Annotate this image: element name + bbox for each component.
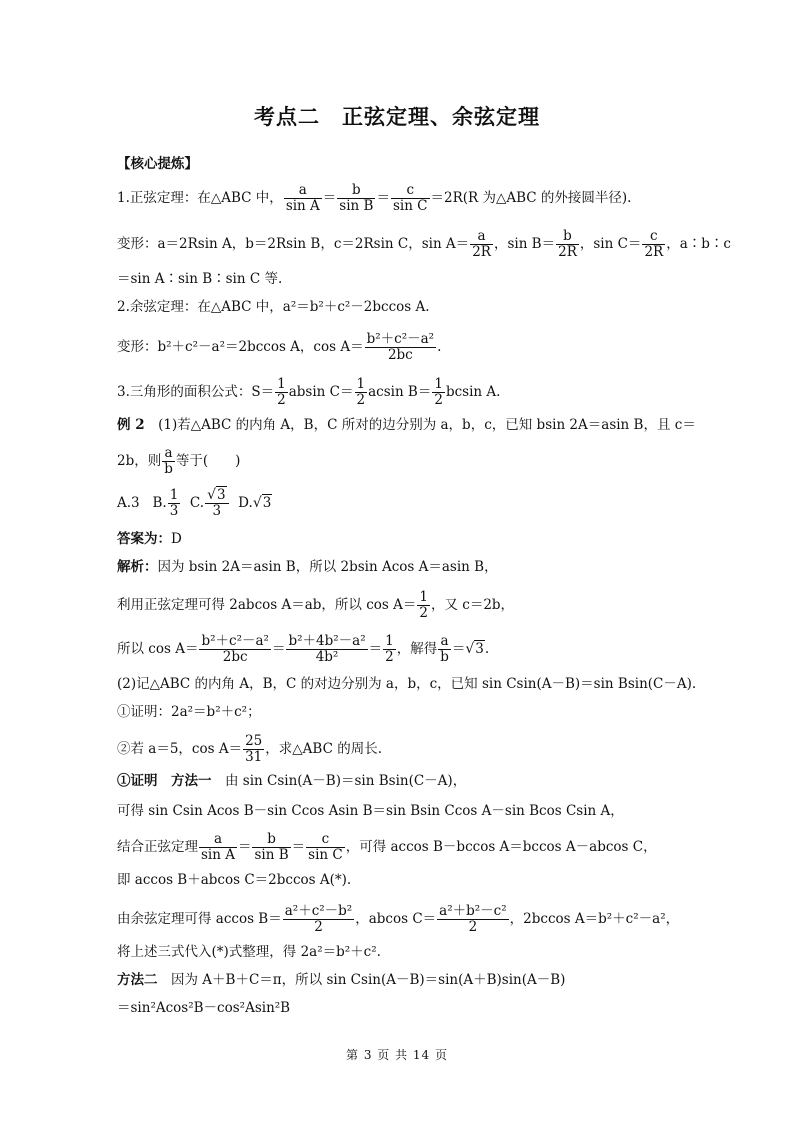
solution-text: 因为 bsin 2A＝asin B，所以 2bsin Acos A＝asin B， (157, 559, 498, 575)
method-2-line (117, 971, 565, 989)
frac-num: 1 (434, 376, 443, 392)
solution-3-pre: 所以 cos A＝ (117, 641, 199, 657)
q2-post: ，求△ABC 的周长. (265, 741, 382, 757)
fraction-half (417, 590, 430, 621)
fraction-c-2R (642, 229, 665, 260)
equals: ＝ (451, 641, 466, 657)
frac-den: 2 (419, 605, 428, 621)
frac-num: a (438, 634, 451, 650)
method-2-text: 因为 A＋B＋C＝π，所以 sin Csin(A－B)＝sin(A＋B)sin(A－B) (157, 972, 566, 988)
frac-num: 1 (277, 376, 286, 392)
proof-3-pre: 结合正弦定理 (117, 839, 198, 855)
frac-num: b (252, 832, 290, 848)
fraction-cosA (365, 332, 437, 363)
frac-den: 2bc (387, 347, 413, 363)
fraction-half (432, 377, 445, 408)
frac-num: 1 (356, 376, 366, 392)
cos-variant-prefix: 变形：b²＋c²－a²＝2bccos A，cos A＝ (117, 339, 364, 355)
equals: ＝ (291, 839, 306, 855)
option-c-label: C. (189, 495, 205, 511)
frac-num: a (162, 446, 175, 462)
fraction-cosA (199, 634, 271, 665)
frac-den: 2R (558, 244, 577, 260)
sqrt: √3 (207, 487, 226, 503)
frac-den: 2 (434, 392, 443, 408)
proof-line-4: 即 accos B＋abcos C＝2bccos A(*). (117, 872, 352, 888)
proof-3-post: ，可得 accos B－bccos A＝bccos A－abcos C， (345, 839, 657, 855)
fraction-half (355, 377, 368, 408)
option-b-label: B. (152, 495, 167, 511)
page-footer: 第 3 页 共 14 页 (346, 1048, 448, 1062)
example-text: (1)若△ABC 的内角 A，B，C 所对的边分别为 a，b，c，已知 bsin 2A＝asin B，且 c＝ (144, 417, 696, 433)
frac-num: b²＋c²－a² (366, 331, 435, 347)
frac-den: b (164, 461, 173, 477)
fraction-b-sinB (252, 832, 290, 863)
frac-num: a²＋b²－c² (439, 903, 507, 919)
frac-den: sin C (392, 198, 428, 214)
solution-3-mid: ，解得 (396, 641, 438, 657)
frac-num: b²＋4b²－a² (288, 633, 366, 649)
equals: ＝ (271, 641, 286, 657)
frac-num: a (284, 183, 322, 199)
frac-num: a²＋c²－b² (284, 903, 353, 919)
frac-den: 2 (468, 919, 478, 935)
fraction-a-b (438, 634, 451, 665)
solution-2-pre: 利用正弦定理可得 2abcos A＝ab，所以 cos A＝ (117, 597, 417, 613)
cosine-law-line: 2.余弦定理：在△ABC 中，a²＝b²＋c²－2bccos A. (117, 299, 430, 315)
example-line2-pre: 2b，则 (117, 453, 162, 469)
frac-num-sqrt (205, 488, 229, 504)
example-2-line (117, 416, 696, 434)
solution-line-2 (117, 590, 514, 621)
part-2-question-2 (117, 734, 382, 765)
fraction-accosB (283, 904, 355, 935)
sqrt: √3 (465, 641, 484, 657)
method-2-line-2: ＝sin²Acos²B－cos²Asin²B (117, 1000, 291, 1016)
solution-line-3 (117, 634, 489, 665)
frac-den: b (440, 649, 449, 665)
sine-variant-line-2: ＝sin A∶sin B∶sin C 等. (117, 271, 283, 287)
frac-den: sin C (308, 847, 343, 863)
frac-num: 1 (385, 633, 394, 649)
fraction-b-sinB (337, 183, 375, 214)
solution-line-1 (117, 558, 498, 576)
proof-line-1 (117, 772, 466, 790)
fraction-a-sinA (199, 832, 237, 863)
fraction-c-sinC (306, 832, 345, 863)
frac-den: 3 (169, 503, 179, 519)
answer-value: D (171, 531, 182, 547)
fraction-half (383, 634, 396, 665)
proof-line-2: 可得 sin Csin Acos B－sin Ccos Asin B＝sin Bsin Ccos A－sin Bcos Csin A， (117, 803, 624, 819)
variant-tail: ，a∶b∶c (666, 236, 731, 252)
option-c-fraction (205, 488, 229, 519)
answer-label: 答案为： (117, 531, 171, 547)
frac-den: 2R (644, 244, 664, 260)
proof-line-3 (117, 832, 657, 863)
sine-law-tail: ＝2R(R 为△ABC 的外接圆半径). (430, 190, 632, 206)
frac-den: 2R (472, 244, 491, 260)
solution-2-post: ，又 c＝2b， (430, 597, 515, 613)
option-d-label: D. (238, 495, 253, 511)
variant-mid-2: ，sin C＝ (579, 236, 642, 252)
example-line2-post: 等于( ) (175, 453, 241, 469)
frac-num: 1 (419, 589, 428, 605)
frac-num: 25 (245, 733, 263, 749)
frac-den: 2 (314, 919, 323, 935)
option-b-fraction (168, 488, 181, 519)
fraction-substituted (286, 634, 367, 665)
area-t3: bcsin A. (445, 384, 501, 400)
frac-den: 2 (277, 392, 286, 408)
fraction-c-sinC (391, 183, 430, 214)
frac-den: 2 (385, 649, 394, 665)
frac-num: 1 (169, 487, 179, 503)
frac-den: 31 (245, 749, 263, 765)
frac-num: a (470, 229, 493, 245)
proof-5-pre: 由余弦定理可得 accos B＝ (117, 911, 282, 927)
proof-line-5 (117, 904, 679, 935)
method-2-label: 方法二 (117, 972, 158, 988)
options-line (117, 488, 272, 519)
variant-mid-1: ，sin B＝ (493, 236, 556, 252)
part-2-statement: (2)记△ABC 的内角 A，B，C 的对边分别为 a，b，c，已知 sin Csin(A－B)＝sin Bsin(C－A). (117, 676, 697, 692)
proof-line-6: 将上述三式代入(*)式整理，得 2a²＝b²＋c². (117, 944, 381, 960)
option-d-sqrt: √3 (252, 495, 272, 511)
fraction-b-2R (556, 229, 579, 260)
area-formula-line (117, 377, 500, 408)
area-t1: absin C＝ (288, 384, 354, 400)
frac-den: 2 (356, 392, 366, 408)
fraction-half (275, 377, 288, 408)
equals: ＝ (368, 641, 383, 657)
equals: ＝ (237, 839, 252, 855)
section-label: 【核心提炼】 (117, 156, 198, 172)
proof-5-post: ，2bccos A＝b²＋c²－a²， (509, 911, 680, 927)
period: . (484, 641, 490, 657)
frac-num: c (391, 183, 430, 199)
frac-num: b (556, 229, 579, 245)
example-2-line-2 (117, 446, 240, 477)
proof-5-mid: ，abcos C＝ (355, 911, 437, 927)
proof-text: 由 sin Csin(A－B)＝sin Bsin(C－A)， (211, 773, 467, 789)
frac-den: 4b² (315, 649, 339, 665)
option-a: A.3 (117, 495, 140, 511)
area-prefix: 3.三角形的面积公式：S＝ (117, 384, 275, 400)
proof-label: ①证明 方法一 (117, 773, 212, 789)
frac-num: c (306, 832, 345, 848)
frac-num: b (337, 183, 375, 199)
frac-num: b²＋c²－a² (201, 633, 269, 649)
sine-law-prefix: 1.正弦定理：在△ABC 中， (117, 190, 283, 206)
example-label: 例 2 (117, 417, 145, 433)
variant-prefix: 变形：a＝2Rsin A，b＝2Rsin B，c＝2Rsin C，sin A＝ (117, 236, 470, 252)
fraction-a-2R (470, 229, 493, 260)
frac-den: 3 (212, 503, 222, 519)
fraction-a-b (162, 446, 175, 477)
frac-num: a (199, 832, 237, 848)
cosine-variant-line (117, 332, 441, 363)
frac-den: sin A (285, 198, 320, 214)
answer-line (117, 530, 182, 548)
frac-num: c (642, 229, 665, 245)
fraction-25-31 (243, 734, 264, 765)
part-2-question-1: ①证明：2a²＝b²＋c²； (117, 704, 261, 720)
sine-variant-line (117, 229, 731, 260)
frac-den: sin A (201, 847, 235, 863)
q2-pre: ②若 a＝5，cos A＝ (117, 741, 243, 757)
cos-variant-tail: . (437, 339, 442, 355)
solution-label: 解析： (117, 559, 158, 575)
area-t2: acsin B＝ (368, 384, 432, 400)
fraction-a-sinA (284, 183, 322, 214)
fraction-abcosC (437, 904, 509, 935)
frac-den: sin B (339, 198, 374, 214)
frac-den: 2bc (222, 649, 248, 665)
sine-law-line: 1.正弦定理：在△ABC 中， $\frac{a}{\text{sin A}}$ ＝ $\frac{b}{\text{sin B}}$ ＝ $\frac{c}{\text{sin C}}$ ＝2R(R 为△ABC 的外接圆半径). (117, 182, 632, 214)
frac-den: sin B (254, 847, 289, 863)
page-title: 考点二 正弦定理、余弦定理 (254, 104, 540, 129)
